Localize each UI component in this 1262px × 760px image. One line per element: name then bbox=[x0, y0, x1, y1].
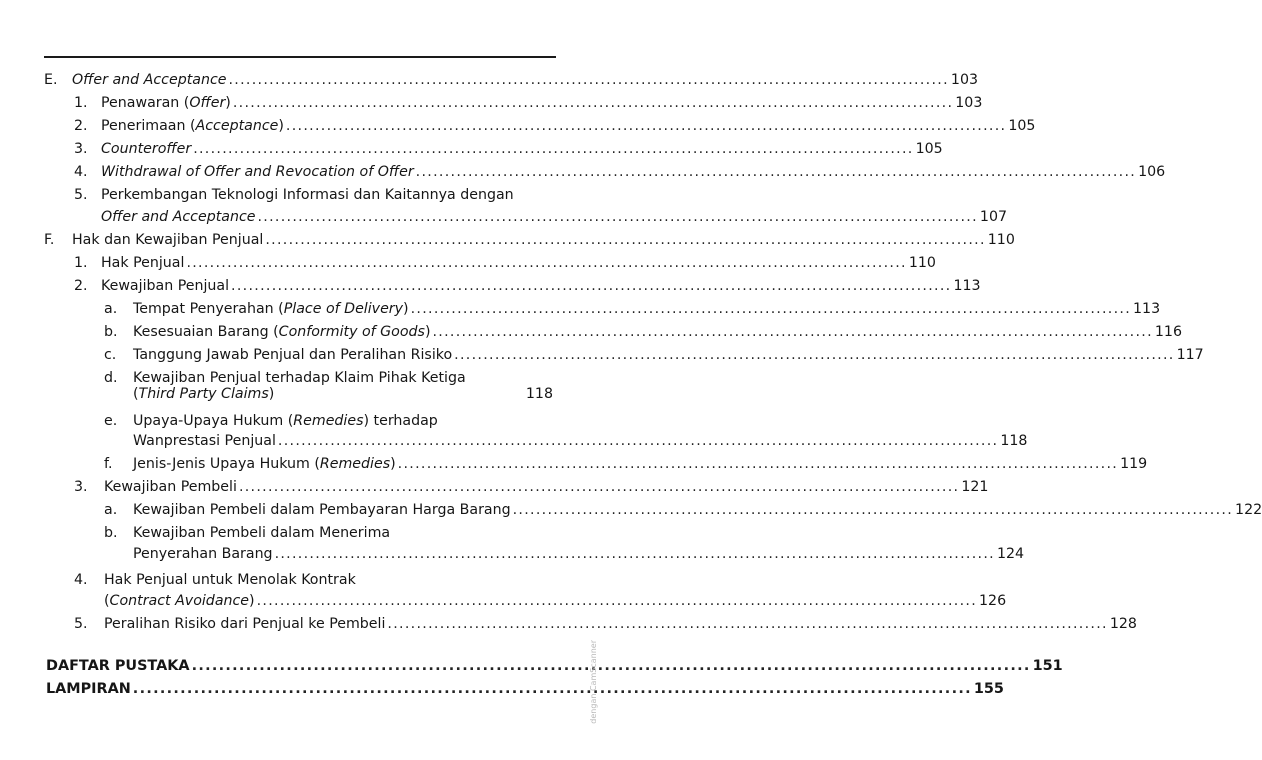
leader-dots: ............................................................................................................................ bbox=[257, 209, 978, 225]
toc-entry-f2e-line2[interactable]: Wanprestasi Penjual ............................................................................................................................ 118 bbox=[133, 433, 1028, 449]
page-number: 155 bbox=[973, 681, 1004, 697]
leader-dots: ............................................................................................................................ bbox=[454, 347, 1175, 363]
leader-dots: ............................................................................................................................ bbox=[132, 681, 972, 697]
page-number: 118 bbox=[525, 386, 553, 402]
leader-dots: ............................................................................................................................ bbox=[512, 502, 1234, 518]
toc-entry-e3[interactable]: 3. Counteroffer ............................................................................................................................ 105 bbox=[74, 141, 943, 157]
leader-dots: ............................................................................................................................ bbox=[191, 658, 1031, 674]
toc-entry-f3b-line1[interactable]: b. Kewajiban Pembeli dalam Menerima bbox=[104, 525, 391, 541]
toc-entry-f3b-line2[interactable]: Penyerahan Barang ............................................................................................................................ 124 bbox=[133, 546, 1025, 562]
leader-dots: ............................................................................................................................ bbox=[238, 479, 960, 495]
page-number: 103 bbox=[950, 72, 979, 88]
toc-entry-daftar-pustaka[interactable]: DAFTAR PUSTAKA ............................................................................................................................ 151 bbox=[46, 658, 1063, 674]
page-number: 105 bbox=[915, 141, 943, 157]
toc-entry-f2f[interactable]: f. Jenis-Jenis Upaya Hukum (Remedies) ............................................................................................................................ 119 bbox=[104, 456, 1148, 472]
scanner-watermark: dengan CamScanner bbox=[589, 640, 598, 724]
toc-entry-e5-line2[interactable]: Offer and Acceptance ............................................................................................................................ 107 bbox=[101, 209, 1008, 225]
page-number: 113 bbox=[1133, 301, 1161, 317]
page-number: 124 bbox=[996, 546, 1025, 562]
toc-entry-section-f[interactable]: F. Hak dan Kewajiban Penjual ............................................................................................................................ 110 bbox=[44, 232, 1015, 248]
page-number: 113 bbox=[953, 278, 981, 294]
page-number: 105 bbox=[1008, 118, 1036, 134]
page-number: 151 bbox=[1032, 658, 1063, 674]
page-number: 107 bbox=[979, 209, 1008, 225]
leader-dots: ............................................................................................................................ bbox=[193, 141, 914, 157]
page-number: 122 bbox=[1235, 502, 1262, 518]
toc-entry-f4-line2[interactable]: (Contract Avoidance) ............................................................................................................................ 126 bbox=[104, 593, 1007, 609]
leader-dots: ............................................................................................................................ bbox=[265, 232, 986, 248]
toc-entry-e2[interactable]: 2. Penerimaan (Acceptance) ............................................................................................................................ 105 bbox=[74, 118, 1036, 134]
page-number: 110 bbox=[908, 255, 936, 271]
leader-dots: ............................................................................................................................ bbox=[228, 72, 949, 88]
leader-dots: ............................................................................................................................ bbox=[232, 95, 954, 111]
leader-dots: ............................................................................................................................ bbox=[432, 324, 1153, 340]
toc-entry-f2[interactable]: 2. Kewajiban Penjual ............................................................................................................................ 113 bbox=[74, 278, 981, 294]
toc-entry-f3a[interactable]: a. Kewajiban Pembeli dalam Pembayaran Harga Barang ............................................................................................................................ 122 bbox=[104, 502, 1262, 518]
page-number: 117 bbox=[1176, 347, 1204, 363]
toc-entry-f1[interactable]: 1. Hak Penjual ............................................................................................................................ 110 bbox=[74, 255, 936, 271]
toc-entry-f2e-line1[interactable]: e. Upaya-Upaya Hukum (Remedies) terhadap bbox=[104, 413, 438, 429]
leader-dots: ............................................................................................................................ bbox=[274, 546, 995, 562]
toc-entry-e4[interactable]: 4. Withdrawal of Offer and Revocation of Offer ............................................................................................................................ 106 bbox=[74, 164, 1166, 180]
toc-entry-f5[interactable]: 5. Peralihan Risiko dari Penjual ke Pembeli ............................................................................................................................ 128 bbox=[74, 616, 1137, 632]
toc-entry-f2b[interactable]: b. Kesesuaian Barang (Conformity of Goods) ............................................................................................................................ 116 bbox=[104, 324, 1182, 340]
page-number: 121 bbox=[961, 479, 989, 495]
toc-entry-f2c[interactable]: c. Tanggung Jawab Penjual dan Peralihan Risiko ............................................................................................................................ 117 bbox=[104, 347, 1204, 363]
page-number: 106 bbox=[1138, 164, 1166, 180]
toc-entry-e1[interactable]: 1. Penawaran (Offer) ............................................................................................................................ 103 bbox=[74, 95, 983, 111]
toc-entry-f2d-line2[interactable]: (Third Party Claims) 118 bbox=[133, 386, 553, 402]
toc-entry-lampiran[interactable]: LAMPIRAN ............................................................................................................................ 155 bbox=[46, 681, 1004, 697]
toc-entry-e5-line1[interactable]: 5. Perkembangan Teknologi Informasi dan Kaitannya dengan bbox=[74, 187, 514, 203]
leader-dots: ............................................................................................................................ bbox=[387, 616, 1108, 632]
leader-dots: ............................................................................................................................ bbox=[285, 118, 1007, 134]
leader-dots: ............................................................................................................................ bbox=[277, 433, 999, 449]
leader-dots: ............................................................................................................................ bbox=[231, 278, 952, 294]
toc-entry-section-e[interactable]: E. Offer and Acceptance ............................................................................................................................ 103 bbox=[44, 72, 979, 88]
toc-entry-f3[interactable]: 3. Kewajiban Pembeli ............................................................................................................................ 121 bbox=[74, 479, 989, 495]
page-number: 128 bbox=[1109, 616, 1137, 632]
toc-entry-f2d-line1[interactable]: d. Kewajiban Penjual terhadap Klaim Pihak Ketiga bbox=[104, 370, 466, 386]
leader-dots: ............................................................................................................................ bbox=[186, 255, 907, 271]
leader-dots: ............................................................................................................................ bbox=[256, 593, 978, 609]
top-rule bbox=[44, 56, 556, 58]
leader-dots: ............................................................................................................................ bbox=[397, 456, 1119, 472]
leader-dots: ............................................................................................................................ bbox=[410, 301, 1132, 317]
page-number: 126 bbox=[979, 593, 1007, 609]
page-number: 110 bbox=[987, 232, 1015, 248]
page-number: 118 bbox=[1000, 433, 1028, 449]
page-number: 119 bbox=[1120, 456, 1148, 472]
page-number: 116 bbox=[1154, 324, 1182, 340]
toc-entry-f4-line1[interactable]: 4. Hak Penjual untuk Menolak Kontrak bbox=[74, 572, 356, 588]
leader-dots: ............................................................................................................................ bbox=[415, 164, 1137, 180]
page-number: 103 bbox=[955, 95, 983, 111]
toc-entry-f2a[interactable]: a. Tempat Penyerahan (Place of Delivery) ............................................................................................................................ 113 bbox=[104, 301, 1161, 317]
